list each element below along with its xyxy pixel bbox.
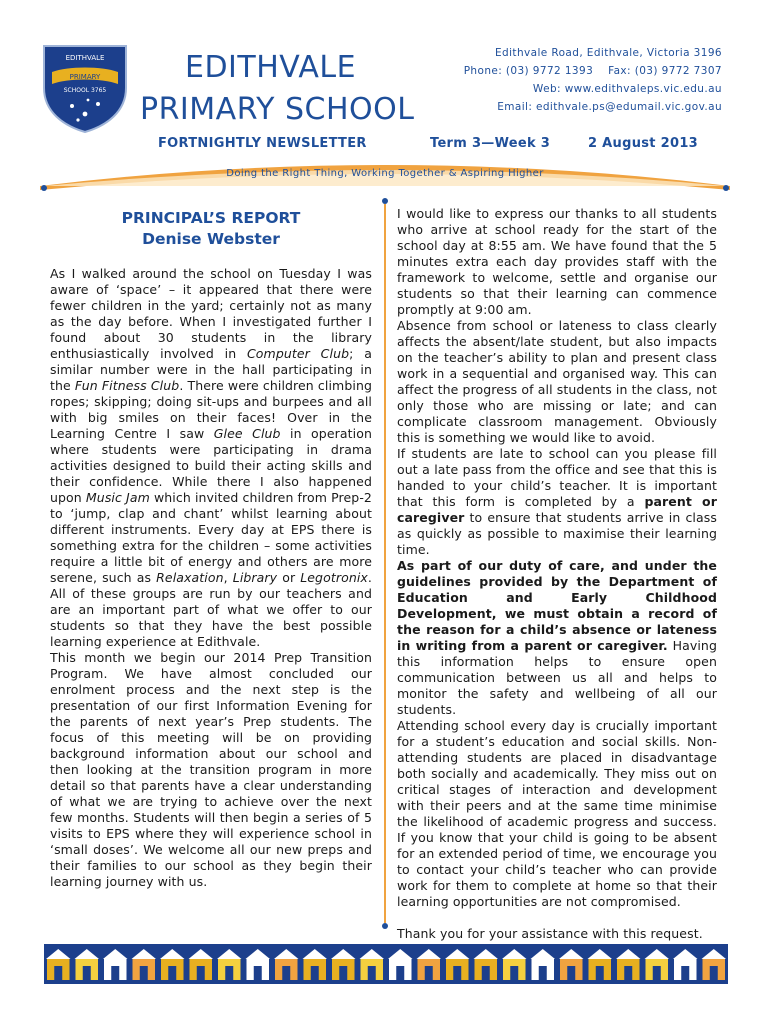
crest-text-top: EDITHVALE [65, 54, 105, 62]
school-crest [38, 40, 132, 134]
phone-fax: Phone: (03) 9772 1393 Fax: (03) 9772 7307 [463, 65, 722, 77]
address: Edithvale Road, Edithvale, Victoria 3196 [495, 47, 722, 59]
report-heading: PRINCIPAL’S REPORT [121, 209, 301, 227]
school-name-line2: PRIMARY SCHOOL [140, 92, 415, 127]
right-paragraph-2: Absence from school or lateness to class clearly affects the absent/late student, but also impacts on the teacher’s ability to plan and present class work in a sequential and organised way. This can affect the progress of all students in the class, not only those who are missing or late; and can complicate classroom management. Obviously this is something we would like to avoid. [397, 318, 717, 445]
school-name-line1: EDITHVALE [185, 50, 357, 85]
school-motto: Doing the Right Thing, Working Together & Aspiring Higher [226, 168, 544, 179]
contact-block [464, 44, 722, 116]
crest-text-middle: PRIMARY [69, 73, 101, 81]
left-paragraph-2: This month we begin our 2014 Prep Transition Program. We have almost concluded our enrolment process and the next step is the presentation of our first Information Evening for the parents of next year’s Prep students. The focus of this meeting will be on providing background information about our school and then looking at the transition program in more detail so that parents have a clear understanding of what we are trying to achieve over the next few months. Students will then begin a series of 5 visits to EPS where they will experience school in ‘small doses’. We welcome all our new preps and their families to our school as they begin their learning journey with us. [50, 650, 372, 889]
newsletter-label: FORTNIGHTLY NEWSLETTER [158, 136, 367, 151]
right-paragraph-1: I would like to express our thanks to all students who arrive at school ready for the start of the school day at 8:55 am. We have found that the 5 minutes extra each day provides staff with the framework to welcome, settle and organise our students so that their learning can commence promptly at 9:00 am. [397, 206, 717, 317]
term-week: Term 3—Week 3 [430, 136, 551, 151]
right-paragraph-6: Thank you for your assistance with this request. [397, 926, 703, 941]
crest-text-bottom: SCHOOL 3765 [63, 87, 107, 94]
right-paragraph-3: If students are late to school can you please fill out a late pass from the office and see that this is handed to your child’s teacher. It is important that this form is completed by a parent or caregiver to ensure that students arrive in class as quickly as possible to maximise their learning time. [397, 446, 718, 557]
issue-date: 2 August 2013 [588, 136, 699, 151]
email[interactable]: Email: edithvale.ps@edumail.vic.gov.au [497, 101, 722, 113]
right-column [397, 206, 717, 942]
column-divider [380, 196, 390, 931]
website[interactable]: Web: www.edithvaleps.vic.edu.au [532, 83, 722, 95]
right-paragraph-4: As part of our duty of care, and under the guidelines provided by the Department of Education and Early Childhood Development, we must obtain a record of the reason for a child’s absence or lateness in writing from a parent or caregiver. Having this information helps to ensure open communication between us all and helps to monitor the safety and wellbeing of all our students. [397, 558, 717, 717]
footer-bathing-boxes [44, 944, 728, 984]
report-author: Denise Webster [142, 230, 280, 248]
report-title [50, 208, 372, 250]
left-paragraph-1: As I walked around the school on Tuesday I was aware of ‘space’ – it appeared that there were fewer children in the yard; certainly not as many as the day before. When I investigated further I found about 30 students in the library enthusiastically involved in Computer Club; a similar number were in the hall participating in the Fun Fitness Club. There were children climbing ropes; skipping; doing sit-ups and burpees and all with big smiles on their faces! Over in the Learning Centre I saw Glee Club in operation where students were participating in drama activities designed to build their acting skills and their confidence. While there I also happened upon Music Jam which invited children from Prep-2 to ‘jump, clap and chant’ whilst learning about different instruments. Every day at EPS there is something extra for the children – some activities require a little bit of energy and others are more serene, such as Relaxation, Library or Legotronix. All of these groups are run by our teachers and are an important part of what we offer to our students so that they have the best possible learning experience at Edithvale. [50, 266, 372, 649]
left-column [50, 266, 372, 890]
right-paragraph-5: Attending school every day is crucially important for a student’s education and social skills. Non-attending students are placed in disadvantage both socially and academically. They miss out on critical stages of interaction and development with their peers and at the same time minimise the likelihood of academic progress and success. If you know that your child is going to be absent for an extended period of time, we encourage you to contact your child’s teacher who can provide work for them to complete at home so that their learning opportunities are not compromised. [397, 718, 717, 909]
